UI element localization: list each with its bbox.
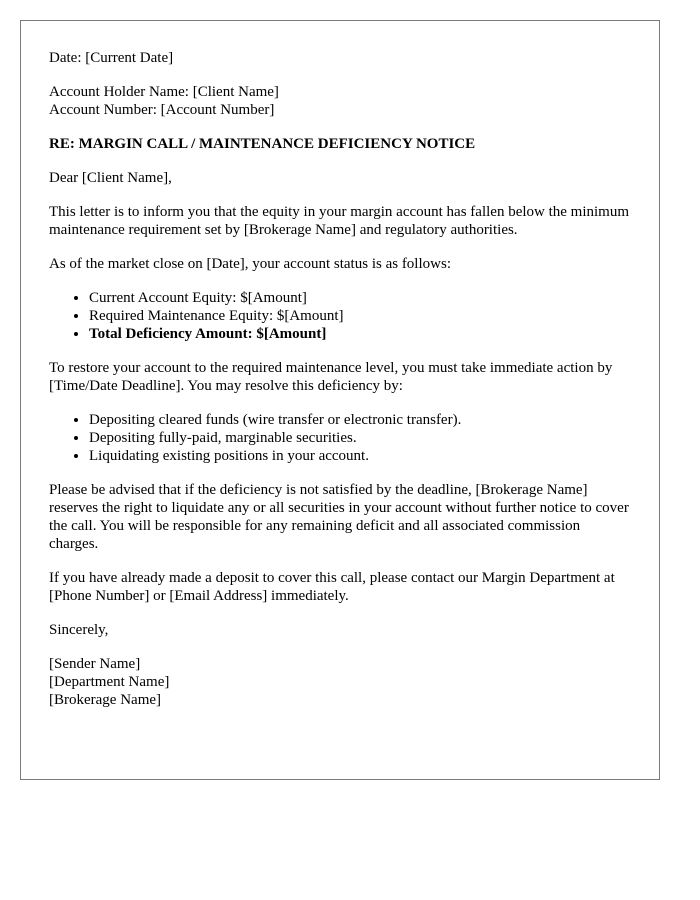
account-status-list (49, 289, 631, 343)
account-number: Account Number: [Account Number] (49, 102, 275, 118)
warning-paragraph: Please be advised that if the deficiency is not satisfied by the deadline, [Brokerage Name] reserves the right to liquidate any or all securities in your account without further notice to cover the call. You will be responsible for any remaining deficit and all associated commission charges. (49, 482, 629, 552)
list-item: • Total Deficiency Amount: $[Amount] (89, 325, 631, 343)
account-info (49, 83, 631, 119)
signature-block (49, 655, 631, 709)
list-item: • Liquidating existing positions in your account. (89, 447, 631, 465)
status-intro: As of the market close on [Date], your account status is as follows: (49, 256, 451, 272)
intro-paragraph: This letter is to inform you that the equity in your margin account has fallen below the minimum maintenance requirement set by [Brokerage Name] and regulatory authorities. (49, 204, 630, 238)
list-item: • Depositing cleared funds (wire transfer or electronic transfer). (89, 411, 631, 429)
subject-line: RE: MARGIN CALL / MAINTENANCE DEFICIENCY NOTICE (49, 136, 476, 152)
list-item: • Required Maintenance Equity: $[Amount] (89, 307, 631, 325)
resolution-options-list (49, 411, 631, 465)
brokerage-name: [Brokerage Name] (49, 692, 162, 708)
closing: Sincerely, (49, 622, 109, 638)
sender-name: [Sender Name] (49, 656, 141, 672)
action-paragraph: To restore your account to the required maintenance level, you must take immediate action by [Time/Date Deadline]. You may resolve this deficiency by: (49, 360, 613, 394)
salutation: Dear [Client Name], (49, 170, 172, 186)
list-item: • Current Account Equity: $[Amount] (89, 289, 631, 307)
department-name: [Department Name] (49, 674, 170, 690)
margin-call-letter (20, 20, 660, 780)
list-item: • Depositing fully-paid, marginable securities. (89, 429, 631, 447)
date-line: Date: [Current Date] (49, 50, 174, 66)
contact-paragraph: If you have already made a deposit to cover this call, please contact our Margin Department at [Phone Number] or [Email Address] immediately. (49, 570, 615, 604)
account-holder-name: Account Holder Name: [Client Name] (49, 84, 279, 100)
